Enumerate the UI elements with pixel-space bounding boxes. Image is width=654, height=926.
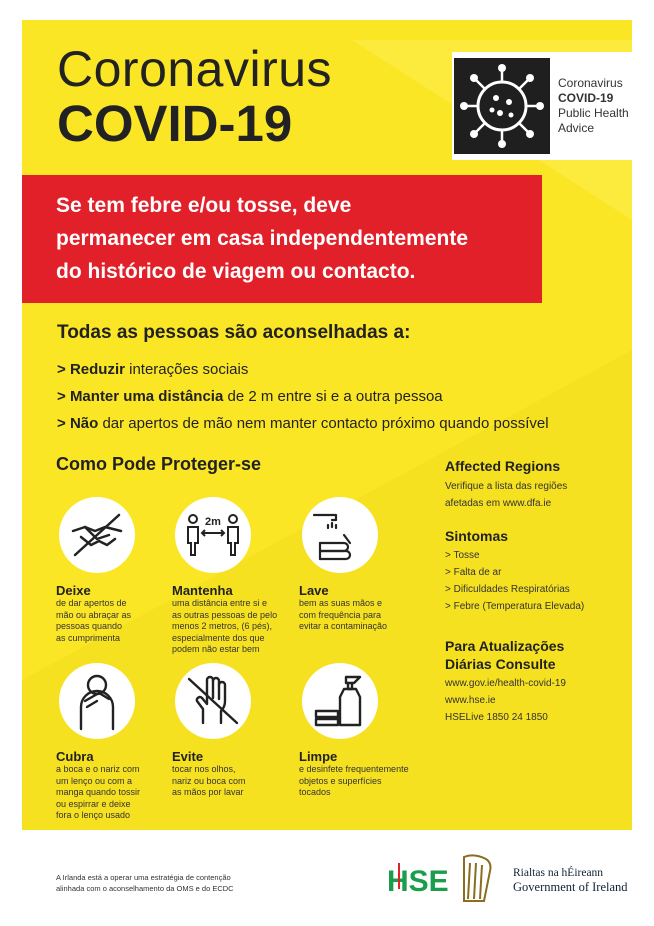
protect-card-clean — [299, 663, 421, 799]
card-text: de dar apertos de mão ou abraçar as pessoas quando as cumprimenta — [56, 598, 132, 643]
card-title: Lave — [299, 583, 329, 598]
affected-regions-title: Affected Regions — [445, 458, 561, 474]
protect-card-handshake — [56, 497, 178, 644]
protect-heading: Como Pode Proteger-se — [56, 454, 262, 474]
fever-warning-banner — [22, 175, 542, 303]
card-text: bem as suas mãos e com frequência para evitar a contaminação — [299, 598, 388, 631]
symptoms-title: Sintomas — [445, 528, 509, 544]
advice-box-text — [558, 76, 629, 136]
protect-card-wash — [299, 497, 421, 633]
advice-line-4: Advice — [558, 121, 595, 135]
distance-icon — [183, 505, 243, 565]
title-line-1: Coronavirus — [57, 41, 333, 97]
protect-card-distance — [172, 497, 294, 656]
virus-icon — [454, 58, 550, 154]
advice-line-2: COVID-19 — [558, 91, 614, 105]
card-title: Mantenha — [172, 583, 233, 598]
gov-line-english: Government of Ireland — [513, 880, 628, 894]
card-text: a boca e o nariz com um lenço ou com a manga quando tossir ou espirrar e deixe fora o lenço usado — [56, 764, 141, 820]
updates-title: Para Atualizações Diárias Consulte — [445, 638, 565, 672]
hse-logo — [385, 857, 449, 901]
banner-line-2: permanecer em casa independentemente — [56, 227, 469, 250]
advice-item: > Reduzir interações sociais — [57, 361, 249, 378]
protect-card-cover — [56, 663, 178, 822]
banner-line-3: do histórico de viagem ou contacto. — [56, 260, 416, 283]
title-line-2: COVID-19 — [57, 95, 293, 152]
handshake-icon — [67, 505, 127, 565]
hand-wash-icon — [310, 505, 370, 565]
card-title: Cubra — [56, 749, 94, 764]
advice-item: > Manter uma distância de 2 m entre si e a outra pessoa — [57, 388, 443, 405]
spray-icon — [310, 671, 370, 731]
card-title: Limpe — [299, 749, 338, 764]
updates-links: www.gov.ie/health-covid-19 www.hse.ie HSELive 1850 24 1850 — [445, 678, 566, 723]
card-title: Deixe — [56, 583, 91, 598]
advice-heading: Todas as pessoas são aconselhadas a: — [57, 322, 411, 343]
government-of-ireland — [513, 866, 628, 895]
footer-note: A Irlanda está a operar uma estratégia de contenção alinhada com o aconselhamento da OMS e do ECDC — [56, 873, 234, 893]
affected-regions-text: Verifique a lista das regiões afetadas em www.dfa.ie — [445, 481, 568, 509]
symptoms-list: > Tosse > Falta de ar > Dificuldades Respiratórias > Febre (Temperatura Elevada) — [445, 550, 585, 612]
protect-card-avoid — [172, 663, 294, 799]
distance-label: 2m — [205, 516, 221, 528]
no-face-touch-icon — [183, 671, 243, 731]
banner-line-1: Se tem febre e/ou tosse, deve — [56, 194, 352, 217]
gov-line-irish: Rialtas na hÉireann — [513, 867, 604, 879]
advice-line-3: Public Health — [558, 106, 629, 120]
cough-icon — [67, 671, 127, 731]
card-text: e desinfete frequentemente objetos e superfícies tocados — [299, 764, 409, 797]
card-text: tocar nos olhos, nariz ou boca com as mãos por lavar — [172, 764, 246, 797]
poster — [22, 20, 632, 830]
public-health-advice-box — [452, 52, 632, 160]
advice-line-1: Coronavirus — [558, 76, 623, 90]
harp-icon — [456, 851, 496, 907]
advice-item: > Não dar apertos de mão nem manter contacto próximo quando possível — [57, 415, 549, 432]
svg-text:HSE: HSE — [387, 865, 449, 898]
card-text: uma distância entre si e as outras pessoas de pelo menos 2 metros, (6 pés), especialmente dos que podem não estar bem — [172, 598, 278, 654]
advice-list — [57, 356, 549, 437]
card-title: Evite — [172, 749, 204, 764]
